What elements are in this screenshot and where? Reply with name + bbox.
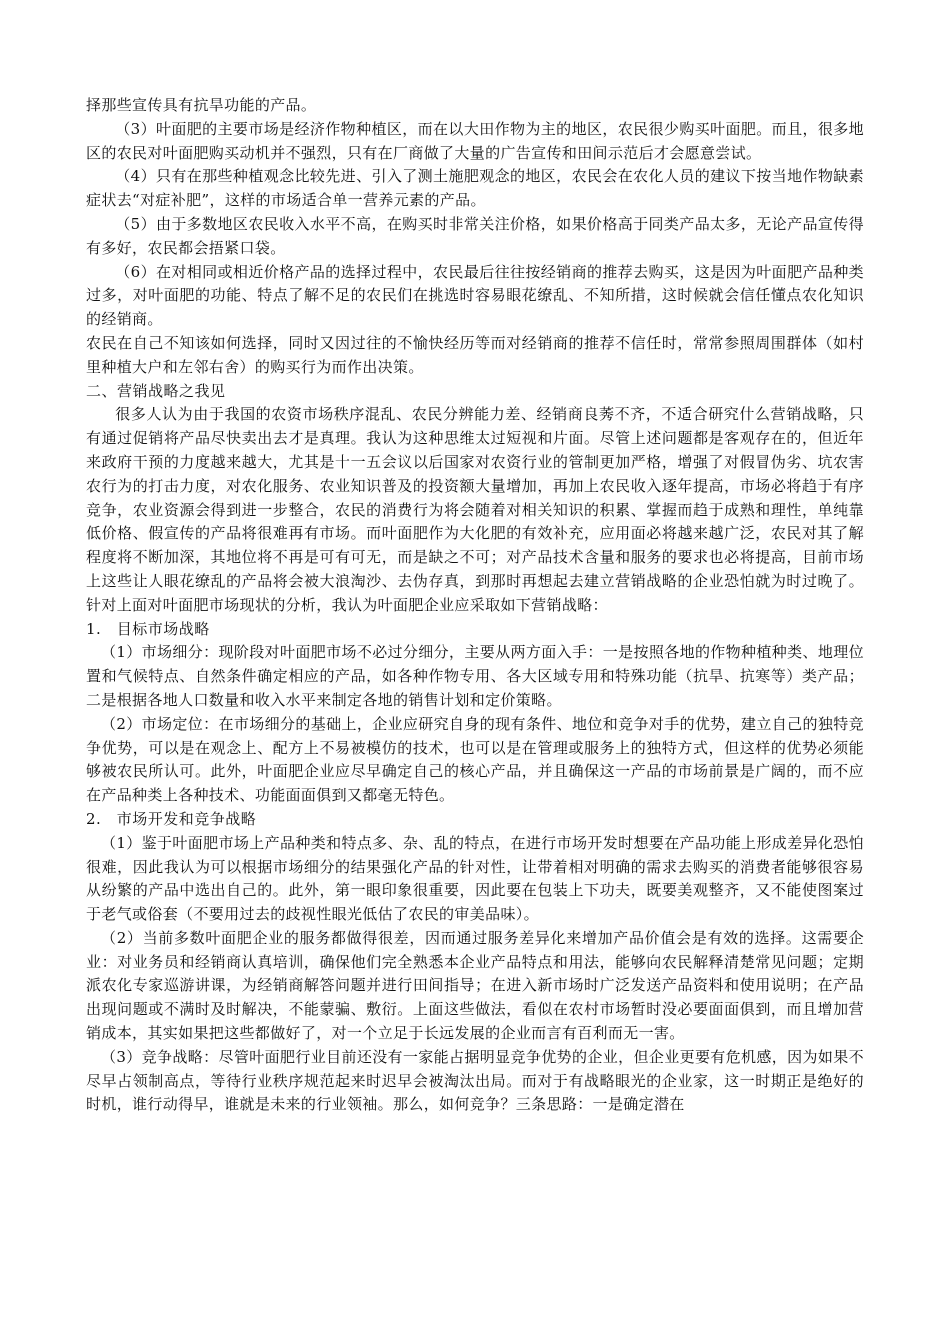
paragraph-continuation: 择那些宣传具有抗旱功能的产品。 — [86, 96, 317, 114]
paragraph-development-1: （1）鉴于叶面肥市场上产品种类和特点多、杂、乱的特点，在进行市场开发时想要在产品功能上形成差异化恐怕很难，因此我认为可以根据市场细分的结果强化产品的针对性，让带着相对明确的需求去购买的消费者能够很容易从纷繁的产品中选出自己的。此外，第一眼印象很重要，因此要在包装上下功夫，既要美观整齐，又不能使图案过于老气或俗套（不要用过去的歧视性眼光低估了农民的审美品味）。 — [86, 833, 864, 924]
paragraph-item-3: （3）叶面肥的主要市场是经济作物种植区，而在以大田作物为主的地区，农民很少购买叶面肥。而且，很多地区的农民对叶面肥购买动机并不强烈，只有在厂商做了大量的广告宣传和田间示范后才会愿意尝试。 — [86, 119, 864, 162]
paragraph-market-segmentation: （1）市场细分：现阶段对叶面肥市场不必过分细分，主要从两方面入手：一是按照各地的作物种植种类、地理位置和气候特点、自然条件确定相应的产品，如各种作物专用、各大区域专用和特殊功能（抗旱、抗寒等）类产品；二是根据各地人口数量和收入水平来制定各地的销售计划和定价策略。 — [86, 643, 864, 709]
subheading-target-market: 1. 目标市场战略 — [86, 619, 210, 638]
paragraph-competition-strategy: （3）竞争战略：尽管叶面肥行业目前还没有一家能占据明显竞争优势的企业，但企业更要有危机感，因为如果不尽早占领制高点，等待行业秩序规范起来时迟早会被淘汰出局。而对于有战略眼光的企业家，这一时期正是绝好的时机，谁行动得早，谁就是未来的行业领袖。那么，如何竞争？三条思路：一是确定潜在 — [86, 1047, 864, 1114]
subheading-market-development: 2. 市场开发和竞争战略 — [86, 809, 257, 828]
paragraph-item-5: （5）由于多数地区农民收入水平不高，在购买时非常关注价格，如果价格高于同类产品太多，无论产品宣传得有多好，农民都会捂紧口袋。 — [86, 214, 864, 257]
section-heading-marketing-strategy: 二、营销战略之我见 — [86, 381, 226, 400]
paragraph-item-4: （4）只有在那些种植观念比较先进、引入了测土施肥观念的地区，农民会在农化人员的建议下按当地作物缺素症状去“对症补肥”，这样的市场适合单一营养元素的产品。 — [86, 167, 864, 210]
paragraph-development-2: （2）当前多数叶面肥企业的服务都做得很差，因而通过服务差异化来增加产品价值会是有效的选择。这需要企业：对业务员和经销商认真培训，确保他们完全熟悉本企业产品特点和用法，能够向农民解释清楚常见问题；定期派农化专家巡游讲课，为经销商解答问题并进行田间指导；在进入新市场时广泛发送产品资料和使用说明；在产品出现问题或不满时及时解决，不能蒙骗、敷衍。上面这些做法，看似在农村市场暂时没必要面面俱到，而且增加营销成本，其实如果把这些都做好了，对一个立足于长远发展的企业而言有百利而无一害。 — [86, 928, 864, 1043]
paragraph-strategy-intro: 很多人认为由于我国的农资市场秩序混乱、农民分辨能力差、经销商良莠不齐，不适合研究什么营销战略，只有通过促销将产品尽快卖出去才是真理。我认为这种思维太过短视和片面。尽管上述问题都是客观存在的，但近年来政府干预的力度越来越大，尤其是十一五会议以后国家对农资行业的管制更加严格，增强了对假冒伪劣、坑农害农行为的打击力度，对农化服务、农业知识普及的投资额大量增加，再加上农民收入逐年提高，市场必将趋于有序竞争，农业资源会得到进一步整合，农民的消费行为将会随着对相关知识的积累、掌握而趋于成熟和理性，单纯靠低价格、假宣传的产品将很难再有市场。而叶面肥作为大化肥的有效补充，应用面必将越来越广泛，农民对其了解程度将不断加深，其地位将不再是可有可无，而是缺之不可；对产品技术含量和服务的要求也必将提高，目前市场上这些让人眼花缭乱的产品将会被大浪淘沙、去伪存真，到那时再想起去建立营销战略的企业恐怕就为时过晚了。针对上面对叶面肥市场现状的分析，我认为叶面肥企业应采取如下营销战略： — [86, 405, 864, 614]
paragraph-market-positioning: （2）市场定位：在市场细分的基础上，企业应研究自身的现有条件、地位和竞争对手的优势，建立自己的独特竞争优势，可以是在观念上、配方上不易被模仿的技术，也可以是在管理或服务上的独特方式，但这样的优势必须能够被农民所认可。此外，叶面肥企业应尽早确定自己的核心产品，并且确保这一产品的市场前景是广阔的，而不应在产品种类上各种技术、功能面面俱到又都毫无特色。 — [86, 714, 864, 805]
paragraph-item-6: （6）在对相同或相近价格产品的选择过程中，农民最后往往按经销商的推荐去购买，这是因为叶面肥产品种类过多，对叶面肥的功能、特点了解不足的农民们在挑选时容易眼花缭乱、不知所措，这时候就会信任懂点农化知识的经销商。 — [86, 262, 864, 329]
paragraph-farmer-decision: 农民在自己不知该如何选择，同时又因过往的不愉快经历等而对经销商的推荐不信任时，常常参照周围群体（如村里种植大户和左邻右舍）的购买行为而作出决策。 — [86, 333, 864, 376]
